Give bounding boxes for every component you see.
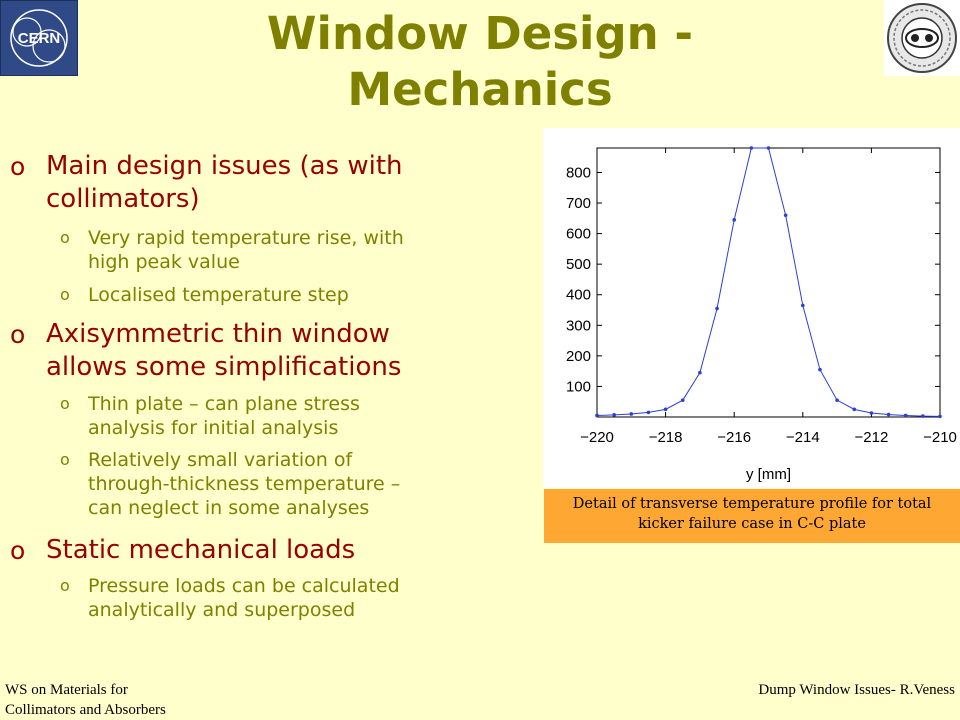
x-tick-label: −210 xyxy=(923,429,957,446)
data-point xyxy=(921,414,925,418)
bullet-marker: o xyxy=(10,320,26,349)
y-tick-label: 600 xyxy=(565,225,591,243)
data-point xyxy=(750,146,754,150)
bullet-line: high peak value xyxy=(88,251,240,273)
institute-seal-graphic xyxy=(884,0,960,76)
data-point xyxy=(630,412,634,416)
cern-logo xyxy=(0,0,78,76)
sub-bullet-localised-temperature-step xyxy=(88,283,488,307)
bullet-marker: o xyxy=(10,152,26,181)
data-point xyxy=(835,398,839,402)
bullet-line: Localised temperature step xyxy=(88,284,349,306)
data-point xyxy=(595,414,599,418)
bullet-line: analytically and superposed xyxy=(88,599,356,621)
sub-bullet-pressure-loads xyxy=(88,574,488,622)
footer-left xyxy=(5,680,166,720)
data-point xyxy=(681,398,685,402)
y-tick-label: 100 xyxy=(565,378,591,396)
sub-bullet-marker: o xyxy=(60,285,70,304)
data-point xyxy=(870,411,874,415)
bullet-line: Static mechanical loads xyxy=(46,535,356,565)
bullet-line: allows some simplifications xyxy=(46,352,402,382)
bullet-line: can neglect in some analyses xyxy=(88,497,370,519)
bullet-line: collimators) xyxy=(46,184,200,214)
data-point xyxy=(767,146,771,150)
figure-caption xyxy=(544,489,960,543)
temperature-profile-chart xyxy=(543,128,960,488)
data-point xyxy=(715,307,719,311)
bullet-marker: o xyxy=(10,536,26,565)
x-tick-label: −220 xyxy=(580,429,614,446)
temperature-profile-plot xyxy=(543,128,960,488)
data-point xyxy=(904,414,908,418)
data-point xyxy=(664,408,668,412)
data-point xyxy=(801,304,805,308)
y-tick-label: 500 xyxy=(565,256,591,274)
sub-bullet-small-variation xyxy=(88,448,488,520)
bullet-line: through-thickness temperature – xyxy=(88,473,401,495)
caption-line-1: Detail of transverse temperature profile for total xyxy=(572,496,932,512)
y-tick-label: 700 xyxy=(565,195,591,213)
data-point xyxy=(647,411,651,415)
y-tick-label: 400 xyxy=(565,286,591,304)
data-point xyxy=(852,408,856,412)
sub-bullet-marker: o xyxy=(60,228,70,247)
data-point xyxy=(612,413,616,417)
sub-bullet-marker: o xyxy=(60,576,70,595)
bullet-static-mechanical-loads xyxy=(46,534,486,567)
data-point xyxy=(938,415,942,419)
bullet-line: Very rapid temperature rise, with xyxy=(88,227,404,249)
footer-left-line-2: Collimators and Absorbers xyxy=(5,702,166,718)
page-title xyxy=(150,6,810,118)
y-tick-label: 800 xyxy=(565,164,591,182)
y-tick-label: 200 xyxy=(565,347,591,365)
x-tick-label: −216 xyxy=(717,429,752,446)
bullet-axisymmetric-thin-window xyxy=(46,318,486,384)
caption-line-2: kicker failure case in C-C plate xyxy=(638,516,866,532)
cern-logo-graphic xyxy=(1,1,77,75)
x-tick-label: −214 xyxy=(785,429,820,446)
sub-bullet-rapid-temperature-rise xyxy=(88,226,488,274)
sub-bullet-marker: o xyxy=(60,450,70,469)
sub-bullet-marker: o xyxy=(60,394,70,413)
x-tick-label: −212 xyxy=(854,429,889,446)
footer-right: Dump Window Issues- R.Veness xyxy=(758,682,955,698)
y-tick-label: 300 xyxy=(565,317,591,335)
data-point xyxy=(732,218,736,222)
bullet-line: analysis for initial analysis xyxy=(88,417,339,439)
x-tick-label: −218 xyxy=(648,429,683,446)
data-point xyxy=(784,213,788,217)
plot-area xyxy=(597,148,940,417)
sub-bullet-thin-plate xyxy=(88,392,488,440)
footer-left-line-1: WS on Materials for xyxy=(5,682,128,698)
data-point xyxy=(818,368,822,372)
institute-seal-logo xyxy=(884,0,960,76)
svg-text:CERN: CERN xyxy=(17,30,61,47)
bullet-line: Main design issues (as with xyxy=(46,151,403,181)
bullet-line: Thin plate – can plane stress xyxy=(88,393,360,415)
title-line-1: Window Design - xyxy=(266,7,694,60)
bullet-line: Pressure loads can be calculated xyxy=(88,575,400,597)
title-line-2: Mechanics xyxy=(347,63,613,116)
data-point xyxy=(698,371,702,375)
data-point xyxy=(887,413,891,417)
x-axis-label: y [mm] xyxy=(746,466,791,483)
bullet-line: Axisymmetric thin window xyxy=(46,319,390,349)
bullet-main-design-issues xyxy=(46,150,486,216)
bullet-line: Relatively small variation of xyxy=(88,449,353,471)
